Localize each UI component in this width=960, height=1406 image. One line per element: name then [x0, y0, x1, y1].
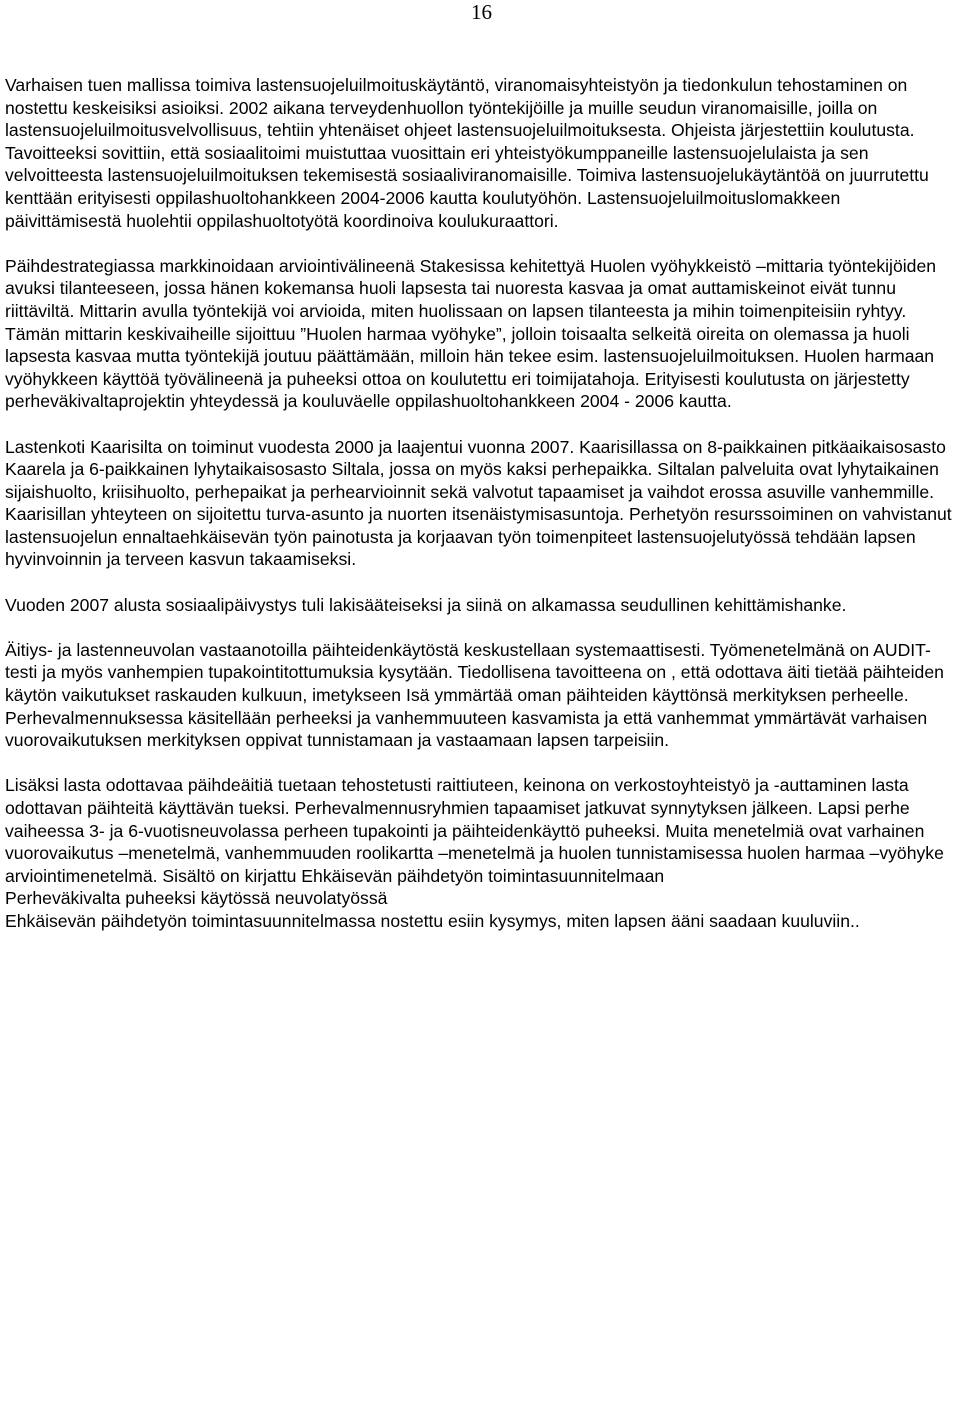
paragraph-social-emergency-service: Vuoden 2007 alusta sosiaalipäivystys tuli lakisääteiseksi ja siinä on alkamassa seudullinen kehittämishanke.: [5, 594, 847, 615]
paragraph-child-welfare-notification: Varhaisen tuen mallissa toimiva lastensuojeluilmoituskäytäntö, viranomaisyhteistyön ja tiedonkulun tehostaminen on nostettu keskeisiksi asioiksi. 2002 aikana terveydenhuollon työntekijöille ja muille seudun viranomaisille, joilla on lastensuojeluilmoitusvelvollisuus, tehtiin yhtenäiset ohjeet lastensuojeluilmoituksesta. Ohjeista järjestettiin koulutusta. Tavoitteeksi sovittiin, että sosiaalitoimi muistuttaa vuosittain eri yhteistyökumppaneille lastensuojelulaista ja sen velvoitteesta lastensuojeluilmoituksen tekemisestä sosiaaliviranomaisille. Toimiva lastensuojelukäytäntöä on juurrutettu kenttään erityisesti oppilashuoltohankkeen 2004-2006 kautta koulutyöhön. Lastensuojeluilmoituslomakkeen päivittämisestä huolehtii oppilashuoltotyötä koordinoiva koulukuraattori.: [5, 75, 929, 231]
paragraph-child-voice: Ehkäisevän päihdetyön toimintasuunnitelmassa nostettu esiin kysymys, miten lapsen ääni saadaan kuuluviin..: [5, 910, 860, 931]
document-body: [5, 74, 958, 933]
paragraph-worry-zone-tool: Päihdestrategiassa markkinoidaan arviointivälineenä Stakesissa kehitettyä Huolen vyöhykkeistö –mittaria työntekijöiden avuksi tilanteeseen, jossa hänen kokemansa huoli lapsesta tai nuoresta kasvaa ja omat auttamiskeinot eivät tunnu riittäviltä. Mittarin avulla työntekijä voi arvioida, miten huolissaan on lapsen tilanteesta ja mihin toimenpiteisiin ryhtyy. Tämän mittarin keskivaiheille sijoittuu ”Huolen harmaa vyöhyke”, jolloin toisaalta selkeitä oireita on olemassa ja huoli lapsesta kasvaa mutta työntekijä joutuu päättämään, milloin hän tekee esim. lastensuojeluilmoituksen. Huolen harmaan vyöhykkeen käyttöä työvälineenä ja puheeksi ottoa on koulutettu eri toimijatahoja. Erityisesti koulutusta on järjestetty perheväkivaltaprojektin yhteydessä ja kouluväelle oppilashuoltohankkeen 2004 - 2006 kautta.: [5, 255, 937, 412]
paragraph-substance-using-mothers: Lisäksi lasta odottavaa päihdeäitiä tuetaan tehostetusti raittiuteen, keinona on verkostoyhteistyö ja -auttaminen lasta odottavan päihteitä käyttävän tueksi. Perhevalmennusryhmien tapaamiset jatkuvat synnytyksen jälkeen. Lapsi perhe vaiheessa 3- ja 6-vuotisneuvolassa perheen tupakointi ja päihteidenkäyttö puheeksi. Muita menetelmiä ovat varhainen vuorovaikutus –menetelmä, vanhemmuuden roolikartta –menetelmä ja huolen tunnistamisessa huolen harmaa –vyöhyke arviointimenetelmä. Sisältö on kirjattu Ehkäisevän päihdetyön toimintasuunnitelmaan: [5, 775, 944, 886]
paragraph-maternity-clinic: Äitiys- ja lastenneuvolan vastaanotoilla päihteidenkäytöstä keskustellaan systemaattisesti. Työmenetelmänä on AUDIT-testi ja myös vanhempien tupakointitottumuksia kysytään. Tiedollisena tavoitteena on , että odottava äiti tietää päihteiden käytön vaikutukset raskauden kulkuun, imetykseen Isä ymmärtää oman päihteiden käyttönsä merkityksen perheelle. Perhevalmennuksessa käsitellään perheeksi ja vanhemmuuteen kasvamista ja että vanhemmat ymmärtävät varhaisen vuorovaikutuksen merkityksen oppivat tunnistamaan ja vastaamaan lapsen tarpeisiin.: [5, 639, 944, 751]
paragraph-childrens-home-kaarisilta: Lastenkoti Kaarisilta on toiminut vuodesta 2000 ja laajentui vuonna 2007. Kaarisillassa on 8-paikkainen pitkäaikaisosasto Kaarela ja 6-paikkainen lyhytaikaisosasto Siltala, jossa on myös kaksi perhepaikka. Siltalan palveluita ovat lyhytaikainen sijaishuolto, kriisihuolto, perhepaikat ja perhearvioinnit sekä valvotut tapaamiset ja vaihdot erossa asuville vanhemmille. Kaarisillan yhteyteen on sijoitettu turva-asunto ja nuorten itsenäistymisasuntoja. Perhetyön resurssoiminen on vahvistanut lastensuojelun ennaltaehkäisevän työn painotusta ja korjaavan työn toimenpiteet lastensuojelutyössä tehdään lapsen hyvinvoinnin ja terveen kasvun takaamiseksi.: [5, 436, 952, 570]
page-number: 16: [471, 0, 492, 24]
paragraph-domestic-violence: Perheväkivalta puheeksi käytössä neuvolatyössä: [5, 888, 388, 909]
